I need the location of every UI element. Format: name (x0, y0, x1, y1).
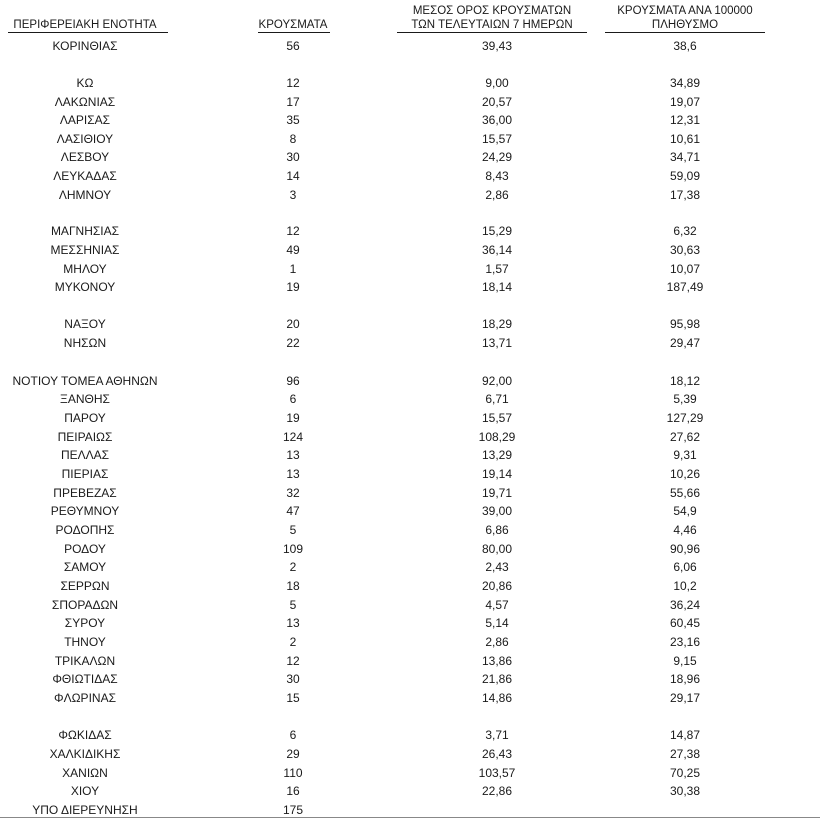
table-row (0, 596, 820, 614)
table-row (0, 670, 820, 688)
cell-per100k: 6,06 (673, 560, 697, 574)
cell-avg: 20,86 (481, 579, 513, 593)
cell-avg: 9,00 (485, 76, 509, 90)
cell-region: ΦΩΚΙΔΑΣ (58, 728, 112, 742)
cell-cases: 22 (286, 336, 300, 350)
cell-cases: 32 (286, 486, 300, 500)
cell-region: ΧΑΛΚΙΔΙΚΗΣ (49, 747, 121, 761)
cell-per100k: 10,2 (673, 579, 697, 593)
header-underline-region (8, 32, 168, 33)
cell-region: ΛΕΥΚΑΔΑΣ (53, 169, 117, 183)
cell-per100k: 10,61 (669, 132, 701, 146)
table-row (0, 633, 820, 651)
cell-region: ΣΕΡΡΩΝ (60, 579, 110, 593)
table-row (0, 167, 820, 185)
table-row (0, 652, 820, 670)
cell-avg: 8,43 (485, 169, 509, 183)
cell-cases: 8 (289, 132, 297, 146)
table-row (0, 130, 820, 148)
table-row (0, 111, 820, 129)
cell-region: ΜΑΓΝΗΣΙΑΣ (50, 224, 120, 238)
cell-cases: 56 (286, 39, 300, 53)
bottom-divider (0, 817, 820, 818)
cell-avg: 15,29 (481, 224, 513, 238)
cell-avg: 19,14 (481, 467, 513, 481)
cell-per100k: 127,29 (666, 411, 704, 425)
cell-per100k: 90,96 (669, 542, 701, 556)
cell-avg: 6,86 (485, 523, 509, 537)
cell-cases: 19 (286, 411, 300, 425)
cell-avg: 26,43 (481, 747, 513, 761)
cell-cases: 1 (289, 262, 297, 276)
table-row (0, 446, 820, 464)
cell-region: ΜΕΣΣΗΝΙΑΣ (50, 243, 120, 257)
cell-per100k: 34,89 (669, 76, 701, 90)
table-row (0, 74, 820, 92)
table-row (0, 315, 820, 333)
table-row (0, 577, 820, 595)
cell-region: ΣΥΡΟΥ (64, 616, 106, 630)
table-row (0, 409, 820, 427)
cell-avg: 108,29 (478, 430, 516, 444)
header-per100k-line1: ΚΡΟΥΣΜΑΤΑ ΑΝΑ 100000 (617, 5, 753, 17)
table-row (0, 260, 820, 278)
cell-per100k: 9,31 (673, 448, 697, 462)
cell-avg: 103,57 (478, 766, 516, 780)
cell-cases: 13 (286, 448, 300, 462)
cell-per100k: 18,12 (669, 374, 701, 388)
cell-region: ΣΠΟΡΑΔΩΝ (51, 598, 119, 612)
cell-region: ΝΗΣΩΝ (63, 336, 107, 350)
cell-region: ΡΕΘΥΜΝΟΥ (50, 504, 120, 518)
table-row (0, 222, 820, 240)
cell-cases: 6 (289, 728, 297, 742)
cell-avg: 14,86 (481, 691, 513, 705)
cell-cases: 2 (289, 560, 297, 574)
cell-region: ΛΑΡΙΣΑΣ (59, 113, 111, 127)
cell-per100k: 187,49 (666, 280, 704, 294)
table-row (0, 484, 820, 502)
cell-avg: 18,14 (481, 280, 513, 294)
cell-cases: 30 (286, 150, 300, 164)
cell-avg: 13,71 (481, 336, 513, 350)
cell-avg: 36,14 (481, 243, 513, 257)
cell-cases: 5 (289, 523, 297, 537)
cell-region: ΤΡΙΚΑΛΩΝ (54, 654, 116, 668)
table-row (0, 278, 820, 296)
cell-cases: 29 (286, 747, 300, 761)
cell-avg: 13,86 (481, 654, 513, 668)
cell-avg: 2,43 (485, 560, 509, 574)
header-per100k-line2: ΠΛΗΘΥΣΜΟ (651, 19, 719, 31)
cell-per100k: 27,62 (669, 430, 701, 444)
cell-per100k: 70,25 (669, 766, 701, 780)
cell-per100k: 14,87 (669, 728, 701, 742)
cell-avg: 24,29 (481, 150, 513, 164)
cell-cases: 15 (286, 691, 300, 705)
table-row (0, 428, 820, 446)
table-row (0, 521, 820, 539)
table-row (0, 186, 820, 204)
table-row (0, 689, 820, 707)
cell-per100k: 6,32 (673, 224, 697, 238)
cell-per100k: 23,16 (669, 635, 701, 649)
table-row (0, 93, 820, 111)
header-region: ΠΕΡΙΦΕΡΕΙΑΚΗ ΕΝΟΤΗΤΑ (13, 19, 157, 31)
cell-cases: 18 (286, 579, 300, 593)
cell-cases: 17 (286, 95, 300, 109)
table-row (0, 465, 820, 483)
table-row (0, 540, 820, 558)
cell-avg: 15,57 (481, 132, 513, 146)
cell-per100k: 27,38 (669, 747, 701, 761)
cell-per100k: 30,38 (669, 784, 701, 798)
table-row (0, 148, 820, 166)
cell-region: ΡΟΔΟΥ (64, 542, 106, 556)
cell-per100k: 36,24 (669, 598, 701, 612)
cell-region: ΛΑΚΩΝΙΑΣ (54, 95, 116, 109)
cell-avg: 36,00 (481, 113, 513, 127)
cell-avg: 19,71 (481, 486, 513, 500)
cell-avg: 80,00 (481, 542, 513, 556)
cell-region: ΛΑΣΙΘΙΟΥ (56, 132, 114, 146)
cell-region: ΞΑΝΘΗΣ (60, 392, 110, 406)
header-avg-line2: ΤΩΝ ΤΕΛΕΥΤΑΙΩΝ 7 ΗΜΕΡΩΝ (411, 19, 573, 31)
cell-avg: 2,86 (485, 635, 509, 649)
cell-region: ΠΡΕΒΕΖΑΣ (53, 486, 117, 500)
cell-per100k: 34,71 (669, 150, 701, 164)
cell-avg: 22,86 (481, 784, 513, 798)
cell-region: ΜΥΚΟΝΟΥ (54, 280, 116, 294)
cell-cases: 19 (286, 280, 300, 294)
cell-region: ΚΟΡΙΝΘΙΑΣ (52, 39, 118, 53)
cell-region: ΜΗΛΟΥ (63, 262, 107, 276)
table-row (0, 558, 820, 576)
cell-cases: 14 (286, 169, 300, 183)
cell-cases: 5 (289, 598, 297, 612)
cell-region: ΡΟΔΟΠΗΣ (55, 523, 115, 537)
cell-per100k: 10,07 (669, 262, 701, 276)
cell-cases: 12 (286, 654, 300, 668)
cell-avg: 6,71 (485, 392, 509, 406)
cell-avg: 21,86 (481, 672, 513, 686)
cell-region: ΚΩ (76, 76, 94, 90)
cell-avg: 92,00 (481, 374, 513, 388)
cell-region: ΠΙΕΡΙΑΣ (61, 467, 109, 481)
table-row (0, 334, 820, 352)
table-row (0, 745, 820, 763)
cell-cases: 96 (286, 374, 300, 388)
cell-cases: 16 (286, 784, 300, 798)
cell-avg: 3,71 (485, 728, 509, 742)
cell-cases: 49 (286, 243, 300, 257)
cell-per100k: 9,15 (673, 654, 697, 668)
cell-region: ΝΑΞΟΥ (64, 317, 106, 331)
cell-region: ΣΑΜΟΥ (63, 560, 107, 574)
cell-avg: 20,57 (481, 95, 513, 109)
cell-cases: 47 (286, 504, 300, 518)
cell-cases: 2 (289, 635, 297, 649)
header-avg-line1: ΜΕΣΟΣ ΟΡΟΣ ΚΡΟΥΣΜΑΤΩΝ (412, 5, 572, 17)
cell-cases: 12 (286, 224, 300, 238)
table-row (0, 614, 820, 632)
cell-region: ΦΘΙΩΤΙΔΑΣ (52, 672, 118, 686)
cell-region: ΥΠΟ ΔΙΕΡΕΥΝΗΣΗ (32, 803, 138, 817)
cell-avg: 39,00 (481, 504, 513, 518)
cell-avg: 5,14 (485, 616, 509, 630)
cell-cases: 110 (283, 766, 303, 780)
table-row (0, 764, 820, 782)
cell-region: ΠΑΡΟΥ (64, 411, 106, 425)
cell-per100k: 30,63 (669, 243, 701, 257)
cell-region: ΠΕΛΛΑΣ (60, 448, 110, 462)
cell-avg: 39,43 (481, 39, 513, 53)
cell-per100k: 29,47 (669, 336, 701, 350)
cell-cases: 3 (289, 188, 297, 202)
cell-region: ΦΛΩΡΙΝΑΣ (54, 691, 116, 705)
cell-region: ΧΑΝΙΩΝ (62, 766, 108, 780)
cell-cases: 30 (286, 672, 300, 686)
header-underline-cases (258, 32, 330, 33)
table-row (0, 782, 820, 800)
table-row (0, 726, 820, 744)
table-row (0, 502, 820, 520)
cell-region: ΛΕΣΒΟΥ (60, 150, 110, 164)
cell-per100k: 59,09 (669, 169, 701, 183)
cell-per100k: 12,31 (669, 113, 701, 127)
table-row (0, 372, 820, 390)
cell-cases: 6 (289, 392, 297, 406)
cell-avg: 15,57 (481, 411, 513, 425)
cell-per100k: 10,26 (669, 467, 701, 481)
cell-cases: 175 (282, 803, 304, 817)
cell-per100k: 55,66 (669, 486, 701, 500)
cell-cases: 35 (286, 113, 300, 127)
cell-avg: 18,29 (481, 317, 513, 331)
cell-per100k: 18,96 (669, 672, 701, 686)
cell-per100k: 38,6 (673, 39, 697, 53)
cell-avg: 1,57 (485, 262, 509, 276)
cell-per100k: 60,45 (669, 616, 701, 630)
header-underline-per100k (605, 32, 765, 33)
cell-avg: 13,29 (481, 448, 513, 462)
cell-cases: 13 (286, 467, 300, 481)
cell-per100k: 17,38 (669, 188, 701, 202)
table-row (0, 390, 820, 408)
cell-region: ΤΗΝΟΥ (64, 635, 106, 649)
cell-cases: 124 (282, 430, 304, 444)
header-per100k (585, 4, 785, 32)
cell-cases: 109 (282, 542, 304, 556)
cell-per100k: 54,9 (673, 504, 697, 518)
cell-cases: 12 (286, 76, 300, 90)
cell-region: ΝΟΤΙΟΥ ΤΟΜΕΑ ΑΘΗΝΩΝ (12, 374, 158, 388)
cell-region: ΧΙΟΥ (70, 784, 100, 798)
cell-avg: 2,86 (485, 188, 509, 202)
header-cases: ΚΡΟΥΣΜΑΤΑ (258, 19, 328, 31)
cell-cases: 20 (286, 317, 300, 331)
cell-region: ΛΗΜΝΟΥ (58, 188, 112, 202)
cell-per100k: 5,39 (673, 392, 697, 406)
cell-per100k: 95,98 (669, 317, 701, 331)
cell-cases: 13 (286, 616, 300, 630)
cell-per100k: 4,46 (673, 523, 697, 537)
table-row (0, 241, 820, 259)
cell-avg: 4,57 (485, 598, 509, 612)
cell-per100k: 19,07 (669, 95, 701, 109)
header-avg (392, 4, 592, 32)
cell-per100k: 29,17 (669, 691, 701, 705)
header-underline-avg (397, 32, 587, 33)
cell-region: ΠΕΙΡΑΙΩΣ (57, 430, 113, 444)
table-row (0, 37, 820, 55)
